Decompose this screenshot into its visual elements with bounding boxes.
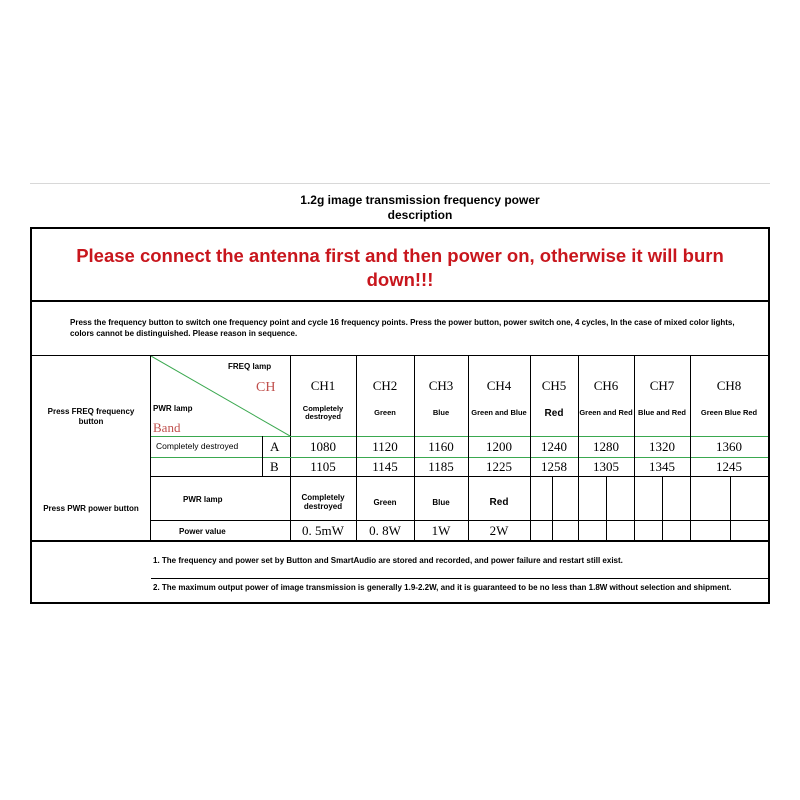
power-column-subdivider <box>552 476 553 540</box>
channel-name: CH5 <box>541 378 567 393</box>
freq-lamp-label: FREQ lamp <box>228 362 272 371</box>
power-column-divider <box>530 476 531 540</box>
power-value-label: Power value <box>179 527 226 536</box>
freq-grid-line-3 <box>151 476 768 477</box>
channel-name: CH1 <box>310 378 336 393</box>
channel-lamp-color: Red <box>544 407 564 419</box>
left-border <box>30 227 32 604</box>
power-column-subdivider <box>662 476 663 540</box>
power-lamp-color: Blue <box>432 497 450 507</box>
band-a-label: A <box>270 439 280 454</box>
channel-lamp-color: Completely destroyed <box>302 403 344 421</box>
power-lamp-color: Red <box>489 496 509 508</box>
power-column-subdivider <box>606 476 607 540</box>
band-a-frequency: 1240 <box>541 439 567 454</box>
band-label: Band <box>153 420 181 435</box>
power-value: 2W <box>489 522 509 538</box>
warning-text: Please connect the antenna first and then power on, otherwise it will burn down!!! <box>76 245 724 290</box>
power-column-divider <box>290 476 291 540</box>
power-column-divider <box>578 476 579 540</box>
band-b-frequency: 1225 <box>486 458 512 474</box>
channel-lamp-color: Blue <box>432 407 450 417</box>
pwr-row-label: Press PWR power button <box>43 504 139 513</box>
page-title: 1.2g image transmission frequency power description <box>300 193 540 222</box>
ch-label: CH <box>256 380 276 395</box>
band-b-frequency: 1345 <box>649 458 675 474</box>
note-1: 1. The frequency and power set by Button and SmartAudio are stored and recorded, and power failure and restart still exist. <box>153 556 623 565</box>
band-a-frequency: 1120 <box>372 439 398 454</box>
power-column-divider <box>690 476 691 540</box>
completely-destroyed-label: Completely destroyed <box>156 441 239 451</box>
band-b-frequency: 1105 <box>310 458 336 474</box>
instructions-text: Press the frequency button to switch one frequency point and cycle 16 frequency points. Press the power button, power switch one, 4 cycles, In the case of mixed color lights, colors cannot be distinguished. Please reason in sequence. <box>70 318 735 338</box>
band-a-frequency: 1200 <box>486 439 512 454</box>
pwr-bottom-border <box>30 540 770 542</box>
channel-lamp-color: Green and Red <box>579 407 633 417</box>
power-value: 0. 5mW <box>302 522 344 538</box>
channel-name: CH8 <box>716 378 742 393</box>
channel-name: CH7 <box>649 378 675 393</box>
freq-row-label: Press FREQ frequency button <box>47 407 135 426</box>
band-b-frequency: 1185 <box>428 458 454 474</box>
band-a-frequency: 1280 <box>593 439 619 454</box>
band-a-frequency: 1360 <box>716 439 742 454</box>
power-lamp-color: Completely destroyed <box>301 493 345 511</box>
right-border <box>768 227 770 604</box>
power-column-divider <box>414 476 415 540</box>
note-2: 2. The maximum output power of image transmission is generally 1.9-2.2W, and it is guaranteed to be no less than 1.8W without selection and shipment. <box>153 583 732 592</box>
band-b-label: B <box>270 459 279 474</box>
pwr-label-divider <box>150 476 151 540</box>
band-a-frequency: 1160 <box>428 439 454 454</box>
band-b-frequency: 1145 <box>372 458 398 474</box>
power-value: 0. 8W <box>369 522 401 538</box>
top-faint-line <box>30 183 770 184</box>
channel-name: CH6 <box>593 378 619 393</box>
channel-name: CH4 <box>486 378 512 393</box>
channel-lamp-color: Blue and Red <box>638 407 686 417</box>
note-divider <box>151 578 768 579</box>
power-value: 1W <box>431 522 451 538</box>
power-column-divider <box>468 476 469 540</box>
band-a-frequency: 1320 <box>649 439 675 454</box>
bottom-border <box>30 602 770 604</box>
channel-lamp-color: Green Blue Red <box>700 407 758 417</box>
band-b-frequency: 1258 <box>541 458 567 474</box>
channel-lamp-color: Green and Blue <box>471 407 527 417</box>
channel-name: CH3 <box>428 378 454 393</box>
band-b-frequency: 1305 <box>593 458 619 474</box>
warning-bottom-border <box>30 300 770 302</box>
band-col-divider <box>262 436 263 476</box>
power-lamp-color: Green <box>373 497 397 507</box>
power-column-divider <box>356 476 357 540</box>
channel-lamp-color: Green <box>374 407 396 417</box>
band-b-frequency: 1245 <box>716 458 742 474</box>
channel-name: CH2 <box>372 378 398 393</box>
band-a-frequency: 1080 <box>310 439 336 454</box>
instructions-bottom-border <box>30 355 770 356</box>
power-column-subdivider <box>730 476 731 540</box>
power-column-divider <box>634 476 635 540</box>
pwr-lamp-row-label: PWR lamp <box>183 495 223 504</box>
warning-top-border <box>30 227 770 229</box>
pwr-lamp-label: PWR lamp <box>153 404 193 413</box>
